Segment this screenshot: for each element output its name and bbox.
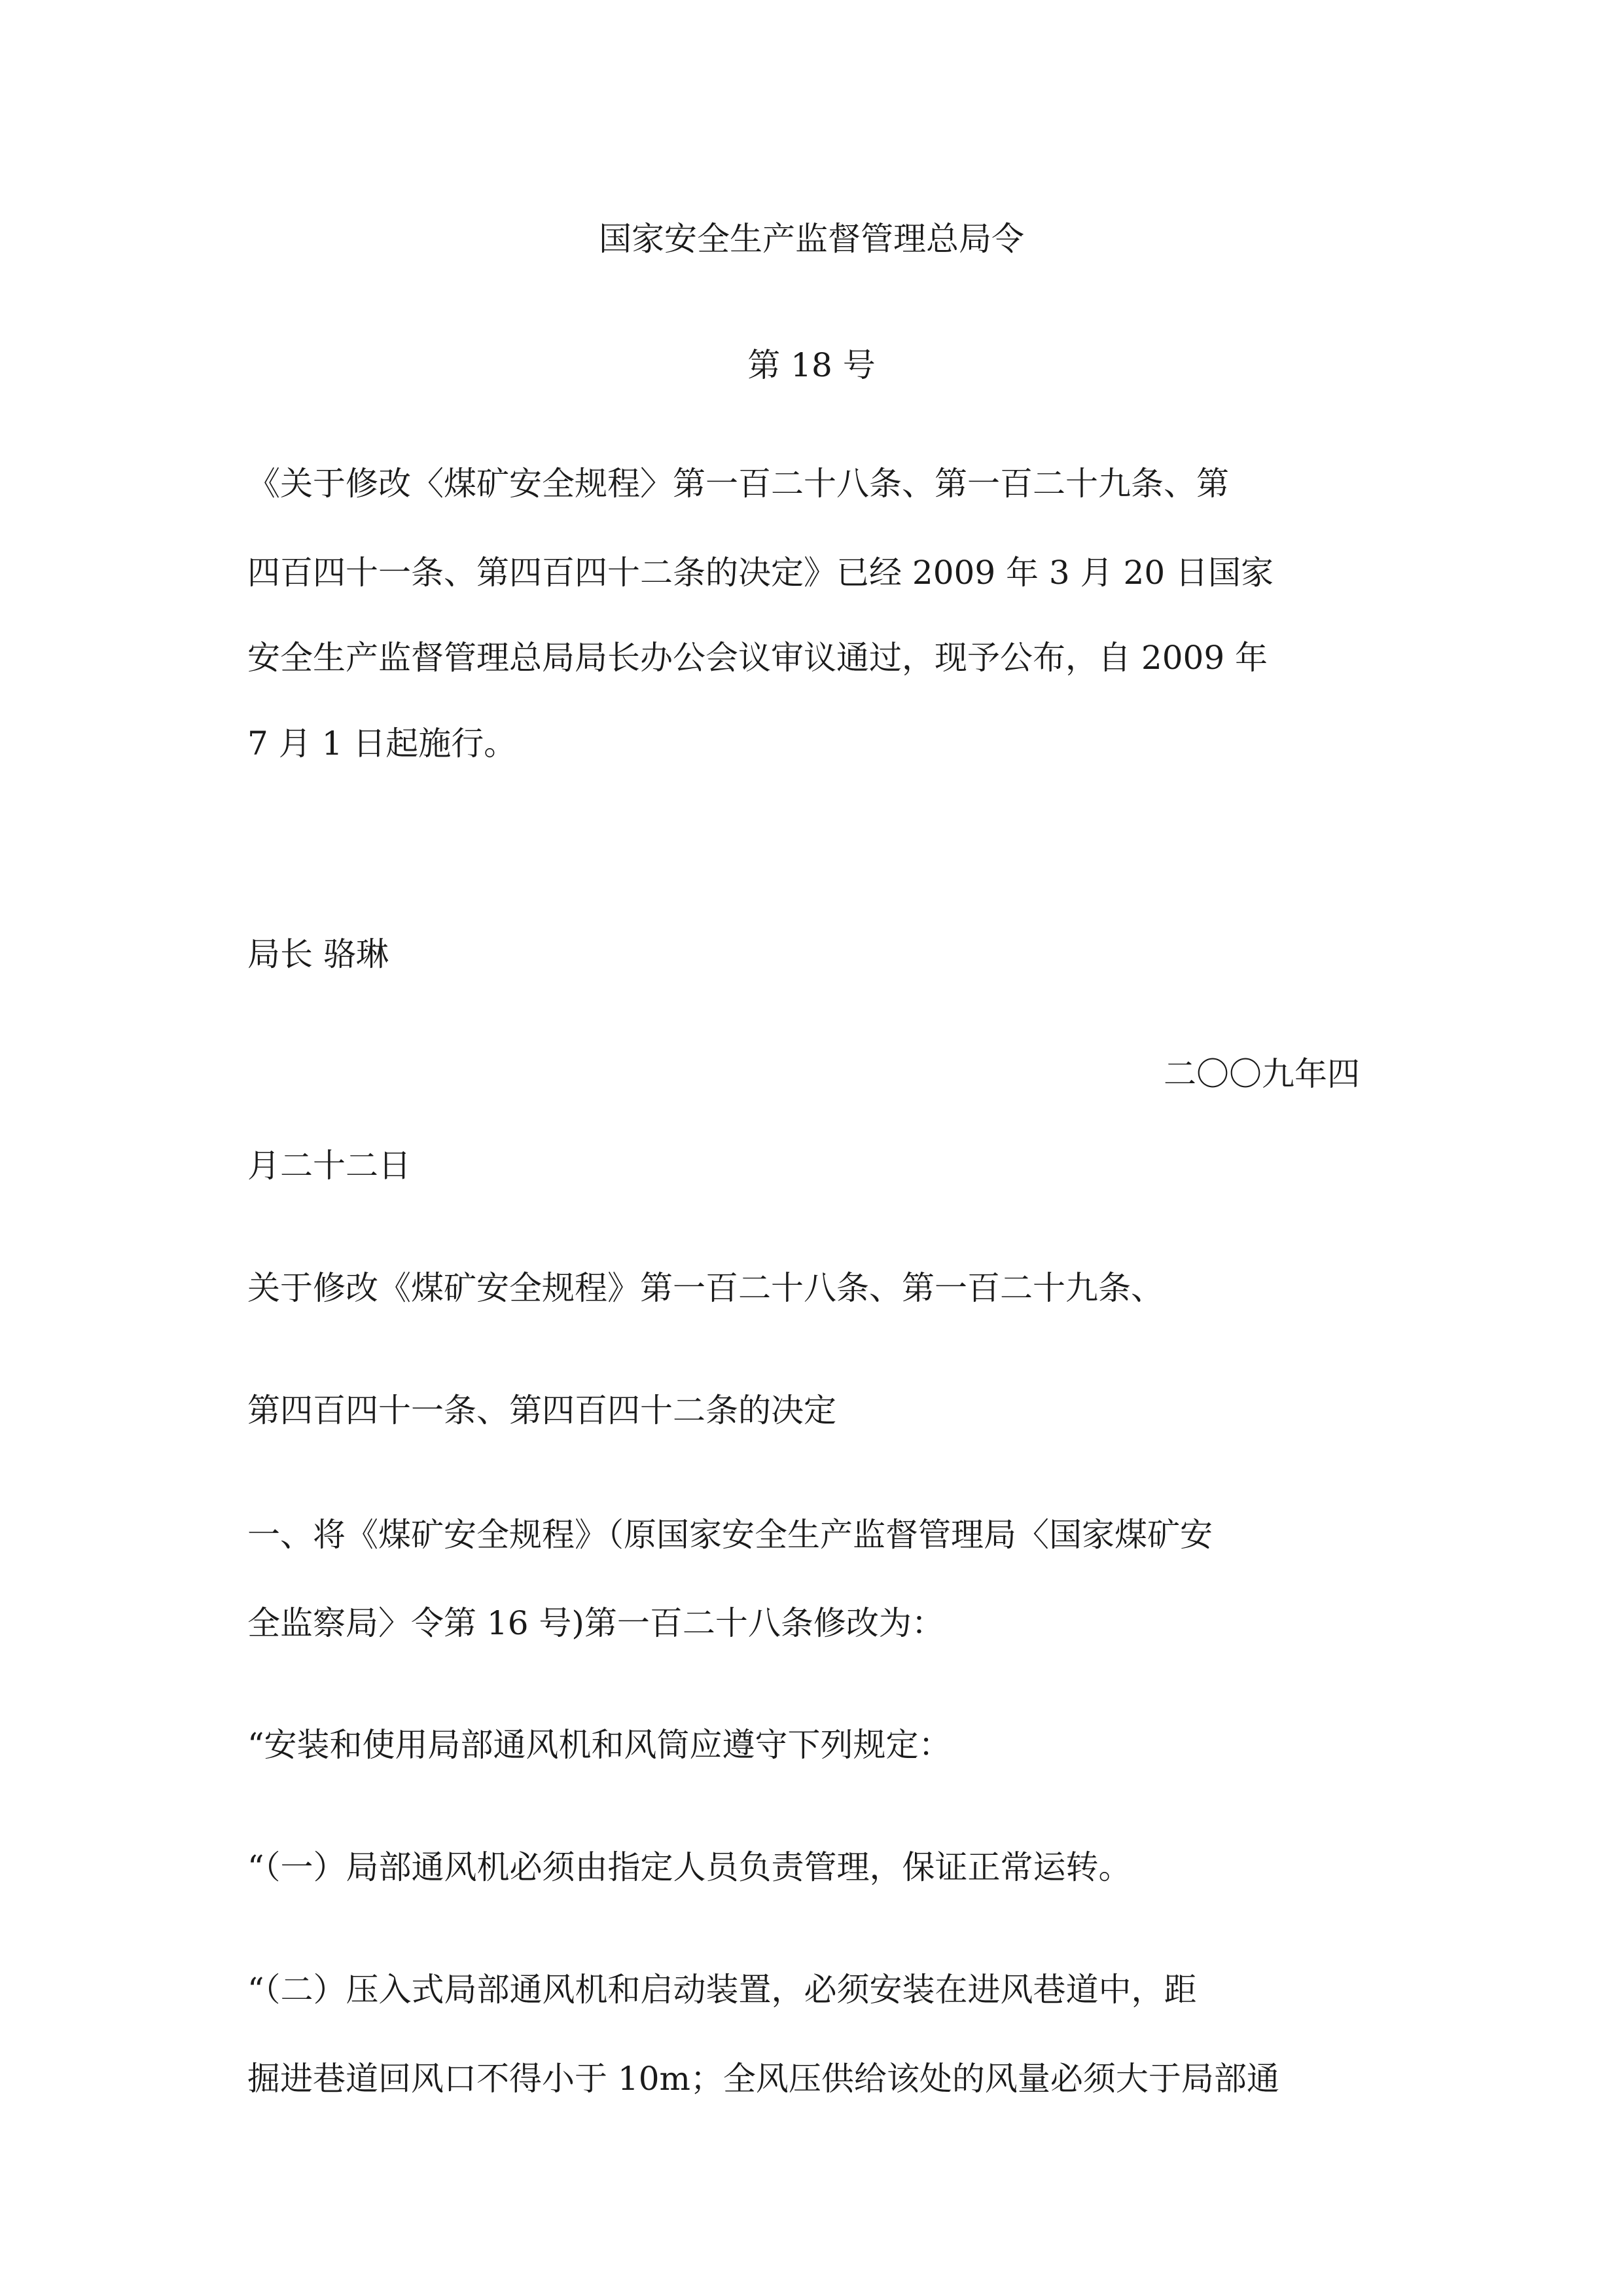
clause-1: “（一）局部通风机必须由指定人员负责管理，保证正常运转。 bbox=[247, 1848, 1132, 1886]
item-1-line: 一、将《煤矿安全规程》（原国家安全生产监督管理局〈国家煤矿安 bbox=[247, 1516, 1213, 1554]
intro-line: 安全生产监督管理总局局长办公会议审议通过，现予公布，自 2009 年 bbox=[247, 639, 1268, 677]
date-line: 二〇〇九年四 bbox=[1164, 1055, 1360, 1093]
date-line: 月二十二日 bbox=[247, 1147, 411, 1185]
intro-line: 7 月 1 日起施行。 bbox=[247, 725, 517, 762]
clause-2-line: 掘进巷道回风口不得小于 10m；全风压供给该处的风量必须大于局部通 bbox=[247, 2060, 1279, 2098]
quoted-provision-intro: “安装和使用局部通风机和风筒应遵守下列规定： bbox=[247, 1726, 952, 1764]
decree-title: 国家安全生产监督管理总局令 bbox=[599, 220, 1024, 258]
intro-line: 《关于修改〈煤矿安全规程〉第一百二十八条、第一百二十九条、第 bbox=[247, 465, 1229, 503]
decree-number: 第 18 号 bbox=[747, 346, 876, 384]
intro-line: 四百四十一条、第四百四十二条的决定》已经 2009 年 3 月 20 日国家 bbox=[247, 554, 1274, 592]
item-1-line: 全监察局〉令第 16 号)第一百二十八条修改为： bbox=[247, 1604, 944, 1642]
decision-title-line: 关于修改《煤矿安全规程》第一百二十八条、第一百二十九条、 bbox=[247, 1269, 1164, 1307]
clause-2-line: “（二）压入式局部通风机和启动装置，必须安装在进风巷道中，距 bbox=[247, 1971, 1197, 2009]
decision-title-line: 第四百四十一条、第四百四十二条的决定 bbox=[247, 1391, 836, 1429]
signatory: 局长 骆琳 bbox=[247, 935, 389, 973]
